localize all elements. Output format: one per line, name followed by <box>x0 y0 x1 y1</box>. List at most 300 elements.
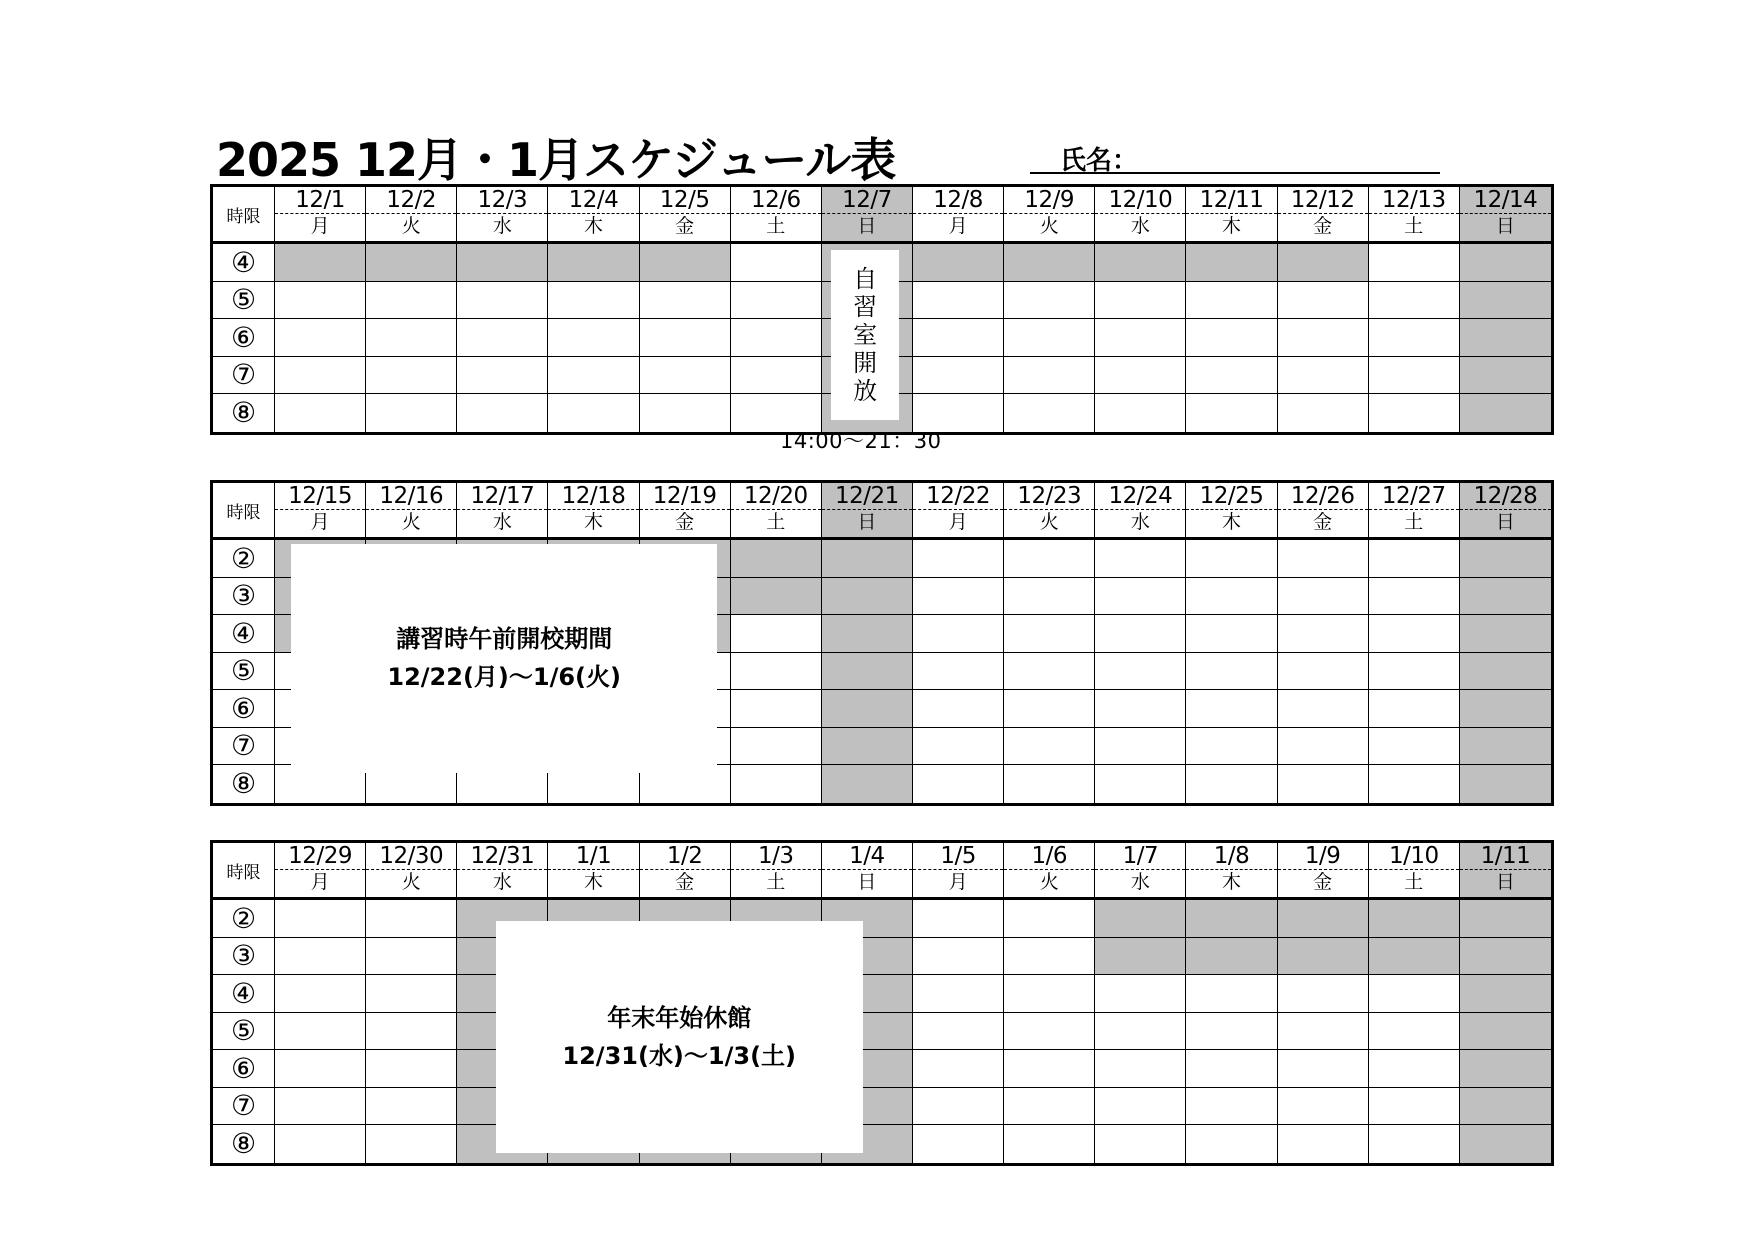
date-label: 12/5 <box>640 187 730 214</box>
schedule-cell[interactable] <box>1460 1050 1551 1088</box>
schedule-cell[interactable] <box>366 319 457 357</box>
date-header <box>822 483 913 537</box>
weekday-label: 火 <box>1039 215 1059 237</box>
schedule-cell[interactable] <box>1460 765 1551 803</box>
name-underline <box>1030 172 1440 174</box>
schedule-cell[interactable] <box>731 394 822 432</box>
schedule-cell[interactable] <box>822 653 913 691</box>
schedule-cell[interactable] <box>1004 540 1095 578</box>
schedule-cell[interactable] <box>1460 1088 1551 1126</box>
schedule-cell[interactable] <box>1278 319 1369 357</box>
schedule-cell[interactable] <box>457 319 548 357</box>
schedule-cell[interactable] <box>731 244 822 282</box>
schedule-cell[interactable] <box>1004 1013 1095 1051</box>
schedule-cell[interactable] <box>1460 394 1551 432</box>
date-header <box>1186 843 1277 897</box>
schedule-cell[interactable] <box>1095 653 1186 691</box>
schedule-cell[interactable] <box>1369 282 1460 320</box>
weekday-label: 木 <box>583 511 603 533</box>
schedule-cell[interactable] <box>731 578 822 616</box>
schedule-cell[interactable] <box>1186 394 1277 432</box>
schedule-cell[interactable] <box>1004 653 1095 691</box>
schedule-cell[interactable] <box>1004 765 1095 803</box>
date-header <box>548 483 639 537</box>
schedule-cell[interactable] <box>913 319 1004 357</box>
schedule-cell[interactable] <box>275 244 366 282</box>
schedule-cell[interactable] <box>913 1013 1004 1051</box>
schedule-cell[interactable] <box>1278 653 1369 691</box>
schedule-cell[interactable] <box>640 244 731 282</box>
schedule-cell[interactable] <box>1095 282 1186 320</box>
schedule-cell[interactable] <box>1186 938 1277 976</box>
schedule-cell[interactable] <box>1095 765 1186 803</box>
schedule-cell[interactable] <box>1095 1125 1186 1163</box>
schedule-cell[interactable] <box>1278 394 1369 432</box>
weekday-label: 火 <box>1039 871 1059 893</box>
schedule-cell[interactable] <box>457 244 548 282</box>
schedule-cell[interactable] <box>1460 938 1551 976</box>
schedule-cell[interactable] <box>1460 615 1551 653</box>
date-label: 12/23 <box>1004 483 1094 510</box>
schedule-cell[interactable] <box>1095 690 1186 728</box>
schedule-cell[interactable] <box>1186 540 1277 578</box>
schedule-cell[interactable] <box>1095 975 1186 1013</box>
schedule-cell[interactable] <box>913 1088 1004 1126</box>
schedule-cell[interactable] <box>822 578 913 616</box>
schedule-cell[interactable] <box>366 1013 457 1051</box>
date-header <box>366 483 457 537</box>
date-label: 12/10 <box>1095 187 1185 214</box>
schedule-cell[interactable] <box>1369 615 1460 653</box>
schedule-cell[interactable] <box>1369 653 1460 691</box>
date-label: 1/7 <box>1095 843 1185 870</box>
date-label: 12/3 <box>457 187 547 214</box>
weekday-label: 日 <box>1495 215 1515 237</box>
weekday-label: 月 <box>310 511 330 533</box>
date-header <box>1095 187 1186 241</box>
date-header <box>822 187 913 241</box>
weekday-label: 金 <box>1313 511 1333 533</box>
schedule-cell[interactable] <box>1095 1050 1186 1088</box>
schedule-cell[interactable] <box>1004 578 1095 616</box>
weekday-label: 日 <box>857 215 877 237</box>
schedule-cell[interactable] <box>457 357 548 395</box>
schedule-cell[interactable] <box>1186 1050 1277 1088</box>
schedule-cell[interactable] <box>275 357 366 395</box>
schedule-cell[interactable] <box>1369 1125 1460 1163</box>
date-label: 12/17 <box>457 483 547 510</box>
schedule-cell[interactable] <box>1004 1088 1095 1126</box>
schedule-cell[interactable] <box>1460 319 1551 357</box>
schedule-cell[interactable] <box>1095 319 1186 357</box>
weekday-label: 木 <box>1221 871 1241 893</box>
schedule-cell[interactable] <box>1278 938 1369 976</box>
schedule-cell[interactable] <box>1278 728 1369 766</box>
period-label: ⑦ <box>213 1088 275 1126</box>
schedule-cell[interactable] <box>1186 319 1277 357</box>
schedule-cell[interactable] <box>1004 615 1095 653</box>
weekday-label: 月 <box>310 215 330 237</box>
period-label: ④ <box>213 615 275 653</box>
schedule-cell[interactable] <box>548 319 639 357</box>
weekday-label: 日 <box>857 511 877 533</box>
date-header <box>1186 483 1277 537</box>
schedule-cell[interactable] <box>1369 938 1460 976</box>
weekday-label: 土 <box>1404 215 1424 237</box>
study-room-open-notice <box>831 250 899 421</box>
schedule-cell[interactable] <box>1460 540 1551 578</box>
schedule-cell[interactable] <box>1369 319 1460 357</box>
date-header <box>1004 187 1095 241</box>
schedule-cell[interactable] <box>1369 244 1460 282</box>
schedule-cell[interactable] <box>1004 357 1095 395</box>
schedule-cell[interactable] <box>1460 244 1551 282</box>
schedule-cell[interactable] <box>1095 615 1186 653</box>
weekday-label: 土 <box>766 215 786 237</box>
schedule-cell[interactable] <box>640 357 731 395</box>
date-label: 12/2 <box>366 187 456 214</box>
schedule-cell[interactable] <box>366 394 457 432</box>
schedule-cell[interactable] <box>1095 357 1186 395</box>
date-header <box>1460 843 1551 897</box>
schedule-cell[interactable] <box>822 615 913 653</box>
date-label: 1/1 <box>548 843 638 870</box>
schedule-cell[interactable] <box>913 1125 1004 1163</box>
weekday-label: 水 <box>492 215 512 237</box>
schedule-cell[interactable] <box>1460 1125 1551 1163</box>
date-label: 1/10 <box>1369 843 1459 870</box>
date-header <box>275 187 366 241</box>
schedule-cell[interactable] <box>1278 615 1369 653</box>
schedule-cell[interactable] <box>366 900 457 938</box>
date-header <box>366 187 457 241</box>
schedule-cell[interactable] <box>366 975 457 1013</box>
schedule-cell[interactable] <box>822 690 913 728</box>
name-label: 氏名： <box>1060 146 1139 176</box>
schedule-cell[interactable] <box>1278 900 1369 938</box>
schedule-cell[interactable] <box>1186 975 1277 1013</box>
date-header <box>1369 843 1460 897</box>
schedule-cell[interactable] <box>913 653 1004 691</box>
period-label: ⑥ <box>213 319 275 357</box>
schedule-cell[interactable] <box>1186 653 1277 691</box>
notice-dates: 12/22(月)～1/6(火) <box>387 663 621 692</box>
schedule-cell[interactable] <box>1460 975 1551 1013</box>
date-label: 1/4 <box>822 843 912 870</box>
date-label: 12/27 <box>1369 483 1459 510</box>
schedule-cell[interactable] <box>1004 975 1095 1013</box>
weekday-label: 金 <box>1313 871 1333 893</box>
date-label: 12/31 <box>457 843 547 870</box>
schedule-cell[interactable] <box>275 394 366 432</box>
period-label: ④ <box>213 244 275 282</box>
schedule-cell[interactable] <box>1369 900 1460 938</box>
schedule-cell[interactable] <box>1095 394 1186 432</box>
date-label: 1/6 <box>1004 843 1094 870</box>
schedule-cell[interactable] <box>640 319 731 357</box>
schedule-cell[interactable] <box>640 282 731 320</box>
period-label: ⑧ <box>213 1125 275 1163</box>
schedule-cell[interactable] <box>1278 690 1369 728</box>
schedule-cell[interactable] <box>1004 282 1095 320</box>
period-label: ⑧ <box>213 765 275 803</box>
schedule-block-3 <box>210 840 1554 1166</box>
schedule-cell[interactable] <box>1278 1088 1369 1126</box>
schedule-cell[interactable] <box>913 728 1004 766</box>
schedule-cell[interactable] <box>275 1013 366 1051</box>
schedule-cell[interactable] <box>640 394 731 432</box>
weekday-label: 水 <box>492 871 512 893</box>
date-label: 12/1 <box>275 187 365 214</box>
date-label: 12/21 <box>822 483 912 510</box>
schedule-cell[interactable] <box>1369 394 1460 432</box>
schedule-cell[interactable] <box>731 653 822 691</box>
schedule-cell[interactable] <box>1186 1013 1277 1051</box>
schedule-cell[interactable] <box>913 578 1004 616</box>
period-label: ③ <box>213 938 275 976</box>
schedule-cell[interactable] <box>1278 244 1369 282</box>
schedule-cell[interactable] <box>731 282 822 320</box>
schedule-cell[interactable] <box>1004 244 1095 282</box>
weekday-label: 木 <box>583 215 603 237</box>
schedule-cell[interactable] <box>1095 900 1186 938</box>
weekday-label: 土 <box>766 511 786 533</box>
period-label: ⑦ <box>213 728 275 766</box>
schedule-cell[interactable] <box>457 282 548 320</box>
schedule-cell[interactable] <box>913 357 1004 395</box>
page-title: 2025 12月・1月スケジュール表 <box>216 133 896 187</box>
schedule-cell[interactable] <box>457 394 548 432</box>
schedule-cell[interactable] <box>1460 900 1551 938</box>
schedule-cell[interactable] <box>913 394 1004 432</box>
schedule-cell[interactable] <box>275 1050 366 1088</box>
date-label: 12/19 <box>640 483 730 510</box>
date-header <box>731 843 822 897</box>
weekday-label: 土 <box>1404 511 1424 533</box>
schedule-cell[interactable] <box>1186 690 1277 728</box>
schedule-cell[interactable] <box>275 1088 366 1126</box>
schedule-cell[interactable] <box>1186 357 1277 395</box>
schedule-cell[interactable] <box>1186 615 1277 653</box>
schedule-cell[interactable] <box>1278 1125 1369 1163</box>
date-header <box>275 483 366 537</box>
schedule-cell[interactable] <box>1460 690 1551 728</box>
schedule-cell[interactable] <box>1186 728 1277 766</box>
schedule-cell[interactable] <box>1095 938 1186 976</box>
schedule-cell[interactable] <box>1186 1125 1277 1163</box>
schedule-cell[interactable] <box>913 1050 1004 1088</box>
schedule-cell[interactable] <box>1004 1050 1095 1088</box>
date-label: 12/30 <box>366 843 456 870</box>
notice-char: 室 <box>853 320 878 349</box>
schedule-cell[interactable] <box>913 615 1004 653</box>
schedule-cell[interactable] <box>1278 765 1369 803</box>
schedule-cell[interactable] <box>731 615 822 653</box>
schedule-cell[interactable] <box>1186 765 1277 803</box>
schedule-cell[interactable] <box>1369 578 1460 616</box>
schedule-cell[interactable] <box>275 975 366 1013</box>
morning-session-notice <box>291 544 717 773</box>
schedule-cell[interactable] <box>1460 653 1551 691</box>
schedule-cell[interactable] <box>913 938 1004 976</box>
date-header <box>1004 843 1095 897</box>
schedule-cell[interactable] <box>731 728 822 766</box>
schedule-cell[interactable] <box>1004 394 1095 432</box>
period-label: ② <box>213 900 275 938</box>
schedule-cell[interactable] <box>1278 357 1369 395</box>
schedule-cell[interactable] <box>822 765 913 803</box>
schedule-cell[interactable] <box>1004 319 1095 357</box>
schedule-cell[interactable] <box>366 282 457 320</box>
schedule-cell[interactable] <box>1004 690 1095 728</box>
date-header <box>1186 187 1277 241</box>
period-label: ⑥ <box>213 690 275 728</box>
date-header <box>731 483 822 537</box>
schedule-cell[interactable] <box>1460 282 1551 320</box>
date-label: 12/16 <box>366 483 456 510</box>
date-header <box>1095 483 1186 537</box>
date-header <box>1278 187 1369 241</box>
schedule-cell[interactable] <box>1278 578 1369 616</box>
schedule-cell[interactable] <box>1278 1013 1369 1051</box>
date-label: 1/2 <box>640 843 730 870</box>
date-label: 12/8 <box>913 187 1003 214</box>
date-label: 12/25 <box>1186 483 1276 510</box>
date-label: 1/11 <box>1460 843 1551 870</box>
schedule-cell[interactable] <box>1278 282 1369 320</box>
schedule-cell[interactable] <box>1095 1013 1186 1051</box>
weekday-label: 金 <box>675 215 695 237</box>
schedule-cell[interactable] <box>913 975 1004 1013</box>
date-header <box>640 483 731 537</box>
schedule-cell[interactable] <box>1369 1050 1460 1088</box>
period-label: ② <box>213 540 275 578</box>
date-label: 12/15 <box>275 483 365 510</box>
schedule-cell[interactable] <box>1369 728 1460 766</box>
date-label: 1/5 <box>913 843 1003 870</box>
schedule-cell[interactable] <box>548 357 639 395</box>
schedule-cell[interactable] <box>822 540 913 578</box>
schedule-cell[interactable] <box>1186 900 1277 938</box>
schedule-cell[interactable] <box>1278 1050 1369 1088</box>
weekday-label: 水 <box>492 511 512 533</box>
schedule-cell[interactable] <box>1186 282 1277 320</box>
date-header <box>548 843 639 897</box>
schedule-cell[interactable] <box>731 690 822 728</box>
schedule-cell[interactable] <box>1095 540 1186 578</box>
schedule-cell[interactable] <box>822 728 913 766</box>
schedule-cell[interactable] <box>1278 540 1369 578</box>
schedule-cell[interactable] <box>1278 975 1369 1013</box>
period-label: ⑦ <box>213 357 275 395</box>
schedule-cell[interactable] <box>731 765 822 803</box>
schedule-cell[interactable] <box>275 938 366 976</box>
schedule-cell[interactable] <box>366 1050 457 1088</box>
schedule-cell[interactable] <box>275 282 366 320</box>
schedule-cell[interactable] <box>1095 728 1186 766</box>
schedule-cell[interactable] <box>913 282 1004 320</box>
date-header <box>640 843 731 897</box>
date-header <box>1460 187 1551 241</box>
weekday-label: 金 <box>1313 215 1333 237</box>
schedule-block-2 <box>210 480 1554 806</box>
schedule-cell[interactable] <box>913 244 1004 282</box>
schedule-cell[interactable] <box>275 1125 366 1163</box>
date-label: 12/6 <box>731 187 821 214</box>
schedule-cell[interactable] <box>1186 244 1277 282</box>
schedule-cell[interactable] <box>1369 540 1460 578</box>
period-header-label: 時限 <box>213 187 275 241</box>
schedule-cell[interactable] <box>913 900 1004 938</box>
date-header <box>1460 483 1551 537</box>
schedule-cell[interactable] <box>1369 690 1460 728</box>
notice-title: 年末年始休館 <box>607 1003 752 1032</box>
date-label: 12/18 <box>548 483 638 510</box>
date-header <box>822 843 913 897</box>
date-header <box>275 843 366 897</box>
schedule-cell[interactable] <box>1095 1088 1186 1126</box>
schedule-cell[interactable] <box>548 394 639 432</box>
schedule-cell[interactable] <box>913 690 1004 728</box>
schedule-cell[interactable] <box>1004 938 1095 976</box>
schedule-cell[interactable] <box>548 244 639 282</box>
notice-char: 開 <box>853 348 878 377</box>
schedule-cell[interactable] <box>366 1125 457 1163</box>
schedule-cell[interactable] <box>366 938 457 976</box>
date-header <box>1369 187 1460 241</box>
schedule-cell[interactable] <box>913 765 1004 803</box>
schedule-cell[interactable] <box>731 357 822 395</box>
schedule-cell[interactable] <box>731 540 822 578</box>
date-header <box>1278 843 1369 897</box>
schedule-cell[interactable] <box>1004 900 1095 938</box>
schedule-cell[interactable] <box>366 244 457 282</box>
schedule-cell[interactable] <box>1460 728 1551 766</box>
period-header-label: 時限 <box>213 843 275 897</box>
schedule-cell[interactable] <box>1369 975 1460 1013</box>
schedule-cell[interactable] <box>1095 244 1186 282</box>
schedule-cell[interactable] <box>548 282 639 320</box>
holiday-closure-notice <box>496 921 863 1154</box>
schedule-cell[interactable] <box>731 319 822 357</box>
schedule-cell[interactable] <box>366 1088 457 1126</box>
schedule-cell[interactable] <box>1369 1013 1460 1051</box>
schedule-cell[interactable] <box>913 540 1004 578</box>
schedule-cell[interactable] <box>1186 578 1277 616</box>
weekday-label: 水 <box>1130 871 1150 893</box>
weekday-label: 火 <box>401 215 421 237</box>
schedule-cell[interactable] <box>1369 765 1460 803</box>
schedule-cell[interactable] <box>1460 1013 1551 1051</box>
schedule-cell[interactable] <box>1186 1088 1277 1126</box>
schedule-cell[interactable] <box>275 900 366 938</box>
date-label: 12/9 <box>1004 187 1094 214</box>
schedule-cell[interactable] <box>1004 728 1095 766</box>
weekday-label: 金 <box>675 511 695 533</box>
schedule-cell[interactable] <box>1004 1125 1095 1163</box>
schedule-cell[interactable] <box>275 319 366 357</box>
notice-dates: 12/31(水)～1/3(土) <box>562 1041 797 1070</box>
schedule-cell[interactable] <box>1460 578 1551 616</box>
schedule-cell[interactable] <box>1460 357 1551 395</box>
weekday-label: 金 <box>675 871 695 893</box>
schedule-cell[interactable] <box>366 357 457 395</box>
schedule-cell[interactable] <box>1369 357 1460 395</box>
date-header <box>913 187 1004 241</box>
schedule-cell[interactable] <box>1369 1088 1460 1126</box>
schedule-cell[interactable] <box>1095 578 1186 616</box>
date-label: 12/28 <box>1460 483 1551 510</box>
